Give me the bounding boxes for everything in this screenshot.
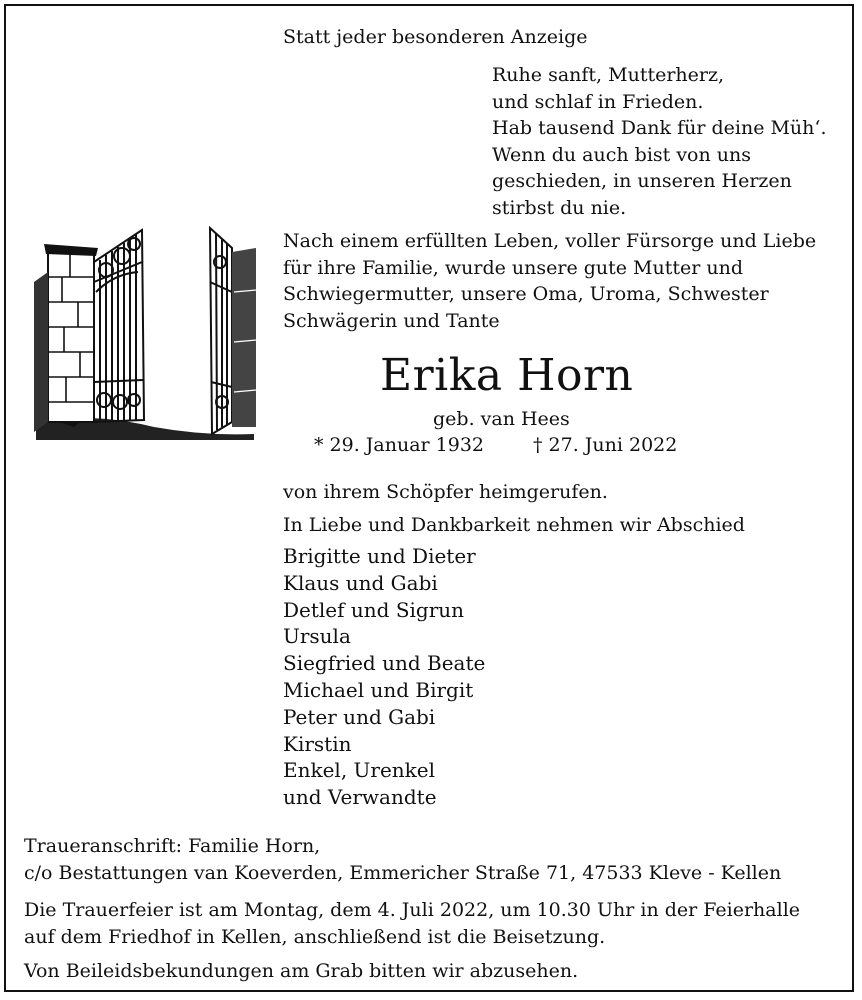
mourner: Klaus und Gabi bbox=[283, 570, 438, 595]
maiden-name: geb. van Hees bbox=[433, 408, 570, 430]
death-date: † 27. Juni 2022 bbox=[533, 434, 678, 456]
farewell-line: In Liebe und Dankbarkeit nehmen wir Abschied bbox=[283, 514, 745, 536]
ceremony-line: Die Trauerfeier ist am Montag, dem 4. Juli 2022, um 10.30 Uhr in der Feierhalle bbox=[24, 899, 801, 921]
poem-line: stirbst du nie. bbox=[492, 196, 627, 219]
deceased-name: Erika Horn bbox=[380, 350, 634, 401]
mourner: Ursula bbox=[283, 624, 351, 649]
birth-date: * 29. Januar 1932 bbox=[314, 434, 485, 456]
poem-line: und schlaf in Frieden. bbox=[492, 90, 704, 113]
intro-line: Schwiegermutter, unsere Oma, Uroma, Schwester bbox=[283, 283, 769, 305]
poem bbox=[492, 62, 827, 221]
mourner: Michael und Birgit bbox=[283, 677, 474, 702]
poem-line: Hab tausend Dank für deine Müh‘. bbox=[492, 117, 827, 139]
ceremony-line: auf dem Friedhof in Kellen, anschließend ist die Beisetzung. bbox=[24, 925, 606, 948]
intro-line: für ihre Familie, wurde unsere gute Mutter und bbox=[283, 256, 744, 279]
intro-line: Schwägerin und Tante bbox=[283, 309, 500, 332]
called-home-line: von ihrem Schöpfer heimgerufen. bbox=[283, 481, 608, 503]
intro-line: Nach einem erfüllten Leben, voller Fürsorge und Liebe bbox=[283, 230, 817, 252]
condolence-note: Von Beileidsbekundungen am Grab bitten wir abzusehen. bbox=[24, 960, 579, 982]
mourner: Enkel, Urenkel bbox=[283, 758, 436, 783]
open-gate-icon bbox=[34, 222, 256, 440]
mourner: Brigitte und Dieter bbox=[283, 544, 476, 568]
address-line: c/o Bestattungen van Koeverden, Emmericher Straße 71, 47533 Kleve - Kellen bbox=[24, 861, 782, 884]
header-line: Statt jeder besonderen Anzeige bbox=[283, 26, 588, 48]
mourner: Siegfried und Beate bbox=[283, 651, 486, 676]
mourner: Kirstin bbox=[283, 731, 352, 756]
mourner: und Verwandte bbox=[283, 785, 437, 810]
poem-line: Wenn du auch bist von uns bbox=[492, 143, 751, 166]
mourner: Detlef und Sigrun bbox=[283, 597, 465, 622]
ceremony-info bbox=[24, 897, 800, 950]
mourning-address bbox=[24, 833, 781, 886]
poem-line: geschieden, in unseren Herzen bbox=[492, 170, 792, 192]
address-line: Traueranschrift: Familie Horn, bbox=[24, 835, 321, 857]
poem-line: Ruhe sanft, Mutterherz, bbox=[492, 64, 725, 86]
intro-text bbox=[283, 228, 816, 334]
mourner: Peter und Gabi bbox=[283, 704, 436, 729]
mourners-list bbox=[283, 543, 485, 811]
